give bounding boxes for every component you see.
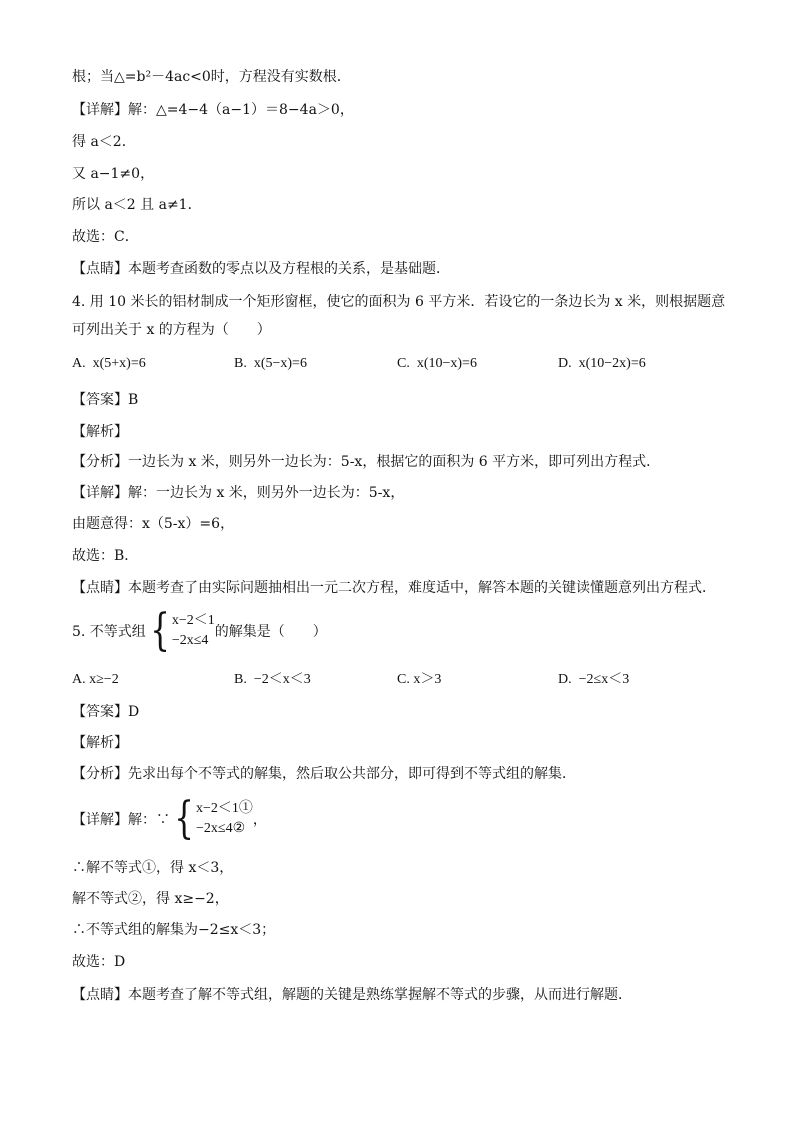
- answer-label: 【答案】D: [72, 704, 140, 720]
- analysis-heading: 【解析】: [72, 424, 128, 440]
- question-4-stem: 可列出关于 x 的方程为（ ）: [72, 322, 271, 338]
- text-line: 得 a＜2．: [72, 134, 136, 150]
- option-c: C. x(10−x)=6: [397, 356, 477, 371]
- option-d: D. x(10−2x)=6: [558, 356, 646, 371]
- text-line: 解不等式②，得 x≥−2，: [72, 891, 229, 907]
- text-line: 故选：B．: [72, 548, 139, 564]
- text-line: 根；当△=b²－4ac<0时，方程没有实数根．: [72, 69, 351, 85]
- text-line: 由题意得：x（5-x）=6，: [72, 516, 235, 532]
- option-a: A. x(5+x)=6: [72, 356, 146, 371]
- option-d: D. −2≤x＜3: [558, 672, 630, 687]
- inequality: x−2＜1: [171, 613, 215, 628]
- solution-prefix: 【详解】解：∵: [72, 812, 170, 828]
- text-line: 【点睛】本题考查了由实际问题抽相出一元二次方程，难度适中，解答本题的关键读懂题意列出方程式．: [72, 580, 716, 596]
- text-line: 【详解】解：一边长为 x 米，则另外一边长为：5-x，: [72, 485, 405, 501]
- answer-label: 【答案】B: [72, 392, 139, 408]
- text-line: 故选：D: [72, 954, 126, 970]
- question-5-prefix: 5. 不等式组: [72, 624, 146, 640]
- solution-system: [72, 793, 267, 844]
- option-c: C. x＞3: [397, 672, 442, 687]
- left-brace: {: [174, 793, 194, 844]
- analysis-heading: 【解析】: [72, 735, 128, 751]
- text-line: 又 a−1≠0，: [72, 166, 155, 182]
- left-brace: {: [150, 605, 170, 656]
- text-line: 所以 a＜2 且 a≠1．: [72, 197, 202, 213]
- option-b: B. −2＜x＜3: [234, 672, 311, 687]
- option-a: A. x≥−2: [72, 672, 119, 687]
- inequality: x−2＜1①: [196, 801, 253, 816]
- question-5-stem: [72, 605, 327, 656]
- inequality: −2x≤4②: [196, 821, 246, 836]
- inequality: −2x≤4: [171, 633, 209, 648]
- text-line: 【分析】先求出每个不等式的解集，然后取公共部分，即可得到不等式组的解集．: [72, 766, 576, 782]
- text-line: 【分析】一边长为 x 米，则另外一边长为：5-x，根据它的面积为 6 平方米，即可列出方程式．: [72, 454, 661, 470]
- question-5-suffix: 的解集是（ ）: [214, 624, 327, 640]
- text-line: 【点睛】本题考查了解不等式组，解题的关键是熟练掌握解不等式的步骤，从而进行解题．: [72, 987, 632, 1003]
- text-line: ∴解不等式①，得 x＜3，: [72, 860, 234, 876]
- inequality-system: [196, 799, 253, 839]
- option-b: B. x(5−x)=6: [234, 356, 307, 371]
- question-4-stem: 4. 用 10 米长的铝材制成一个矩形窗框，使它的面积为 6 平方米．若设它的一条边长为 x 米，则根据题意: [72, 294, 726, 310]
- inequality-system: [172, 611, 215, 651]
- text-line: ∴不等式组的解集为−2≤x＜3；: [72, 922, 276, 938]
- text-line: 故选：C．: [72, 229, 139, 245]
- text-line: 【点睛】本题考查函数的零点以及方程根的关系，是基础题．: [72, 261, 450, 277]
- text-line: 【详解】解：△=4−4（a−1）＝8−4a＞0，: [72, 102, 354, 118]
- solution-suffix: ，: [252, 812, 267, 828]
